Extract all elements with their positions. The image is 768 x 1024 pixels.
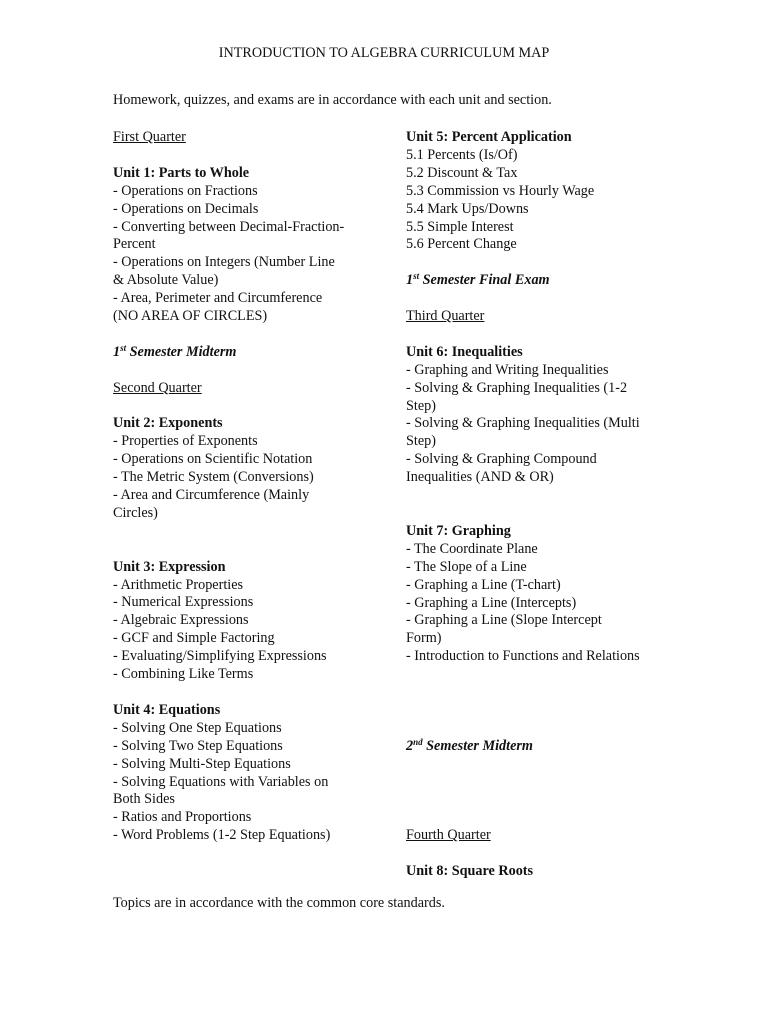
list-item: - Ratios and Proportions xyxy=(113,809,252,826)
list-item: - Evaluating/Simplifying Expressions xyxy=(113,648,327,665)
list-item: - Area, Perimeter and Circumference xyxy=(113,290,323,307)
list-item: - Solving Multi-Step Equations xyxy=(113,755,291,772)
list-item: Circles) xyxy=(113,504,158,521)
unit-1-section xyxy=(113,165,375,326)
quarter-heading-second: Second Quarter xyxy=(113,379,202,396)
exam-heading-1st-semester-midterm xyxy=(113,344,375,362)
list-item: - The Slope of a Line xyxy=(406,558,527,575)
quarter-heading-first: First Quarter xyxy=(113,129,186,145)
list-item: - Graphing a Line (Slope Intercept xyxy=(406,612,602,629)
list-item: & Absolute Value) xyxy=(113,272,219,289)
list-item: Inequalities (AND & OR) xyxy=(406,469,554,486)
list-item: - Numerical Expressions xyxy=(113,594,254,611)
list-item: Percent xyxy=(113,236,156,253)
list-item: Both Sides xyxy=(113,791,175,808)
list-item: - Operations on Integers (Number Line xyxy=(113,254,335,271)
list-item: - Operations on Scientific Notation xyxy=(113,451,313,468)
unit-6-section xyxy=(406,344,668,487)
exam-label: Semester Midterm xyxy=(126,343,237,360)
unit-2-title: Unit 2: Exponents xyxy=(113,415,223,432)
list-item: - Graphing a Line (Intercepts) xyxy=(406,594,577,611)
list-item: 5.5 Simple Interest xyxy=(406,218,514,235)
list-item: (NO AREA OF CIRCLES) xyxy=(113,308,268,325)
list-item: - Combining Like Terms xyxy=(113,666,254,683)
exam-heading-2nd-semester-midterm xyxy=(406,738,668,756)
unit-4-section xyxy=(113,702,375,845)
unit-8-title: Unit 8: Square Roots xyxy=(406,863,534,880)
unit-7-section xyxy=(406,523,668,666)
list-item: Step) xyxy=(406,397,436,414)
left-column xyxy=(113,129,375,845)
unit-3-section xyxy=(113,559,375,684)
exam-label: Semester Midterm xyxy=(422,737,533,754)
list-item: 5.3 Commission vs Hourly Wage xyxy=(406,182,595,199)
exam-number: 2 xyxy=(406,737,414,754)
list-item: - Properties of Exponents xyxy=(113,433,258,450)
list-item: - Solving & Graphing Inequalities (Multi xyxy=(406,415,640,432)
footer-text: Topics are in accordance with the common core standards. xyxy=(113,895,445,911)
list-item: - Solving & Graphing Compound xyxy=(406,451,597,468)
list-item: - Graphing and Writing Inequalities xyxy=(406,361,609,378)
exam-ordinal-suffix: nd xyxy=(413,736,423,747)
exam-ordinal-suffix: st xyxy=(413,271,420,282)
exam-ordinal-suffix: st xyxy=(120,342,127,353)
list-item: - Operations on Decimals xyxy=(113,200,259,217)
unit-1-title: Unit 1: Parts to Whole xyxy=(113,164,250,181)
list-item: 5.6 Percent Change xyxy=(406,236,517,253)
list-item: - Introduction to Functions and Relations xyxy=(406,648,640,665)
unit-6-title: Unit 6: Inequalities xyxy=(406,343,523,360)
list-item: - Solving Two Step Equations xyxy=(113,737,283,754)
exam-label: Semester Final Exam xyxy=(419,272,550,289)
list-item: - GCF and Simple Factoring xyxy=(113,630,275,647)
list-item: 5.1 Percents (Is/Of) xyxy=(406,146,518,163)
list-item: - Graphing a Line (T-chart) xyxy=(406,576,561,593)
list-item: 5.2 Discount & Tax xyxy=(406,164,518,181)
exam-heading-1st-semester-final xyxy=(406,272,668,290)
right-column xyxy=(406,129,668,881)
list-item: 5.4 Mark Ups/Downs xyxy=(406,200,529,217)
list-item: - The Metric System (Conversions) xyxy=(113,469,314,486)
unit-5-title: Unit 5: Percent Application xyxy=(406,129,572,145)
list-item: - Solving Equations with Variables on xyxy=(113,773,329,790)
document-title: INTRODUCTION TO ALGEBRA CURRICULUM MAP xyxy=(218,45,550,61)
list-item: - Arithmetic Properties xyxy=(113,576,244,593)
list-item: Step) xyxy=(406,433,436,450)
list-item: - Operations on Fractions xyxy=(113,182,258,199)
list-item: - Solving One Step Equations xyxy=(113,719,282,736)
unit-3-title: Unit 3: Expression xyxy=(113,558,226,575)
list-item: Form) xyxy=(406,630,442,647)
list-item: - Word Problems (1-2 Step Equations) xyxy=(113,827,331,844)
list-item: - Solving & Graphing Inequalities (1-2 xyxy=(406,379,628,396)
list-item: - The Coordinate Plane xyxy=(406,540,538,557)
unit-4-title: Unit 4: Equations xyxy=(113,701,221,718)
unit-5-section xyxy=(406,129,668,254)
quarter-heading-third: Third Quarter xyxy=(406,308,485,325)
list-item: - Converting between Decimal-Fraction- xyxy=(113,218,345,235)
quarter-heading-fourth: Fourth Quarter xyxy=(406,827,491,844)
list-item: - Algebraic Expressions xyxy=(113,612,249,629)
list-item: - Area and Circumference (Mainly xyxy=(113,487,310,504)
unit-2-section xyxy=(113,415,375,522)
unit-7-title: Unit 7: Graphing xyxy=(406,522,511,539)
exam-number: 1 xyxy=(406,272,414,289)
exam-number: 1 xyxy=(113,343,121,360)
intro-text: Homework, quizzes, and exams are in accordance with each unit and section. xyxy=(113,92,552,108)
